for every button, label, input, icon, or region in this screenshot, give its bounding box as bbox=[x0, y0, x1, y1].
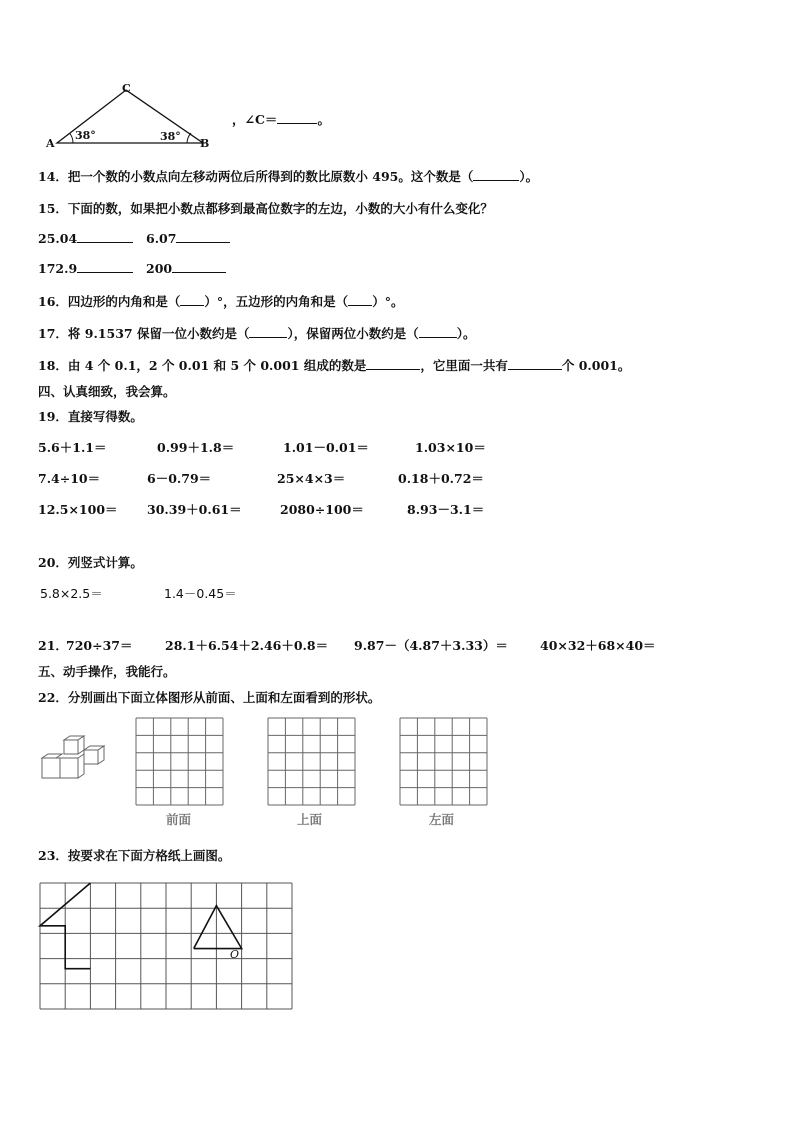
section-4-heading: 四、认真细致，我会算。 bbox=[38, 384, 176, 399]
q14-blank[interactable] bbox=[473, 170, 519, 181]
q19-expr: 8.93－3.1＝ bbox=[407, 502, 485, 517]
q17-blank-2[interactable] bbox=[419, 327, 457, 338]
q19-expr: 0.18＋0.72＝ bbox=[398, 471, 484, 486]
q15-number: 15． bbox=[38, 201, 68, 216]
q19-expr: 12.5×100＝ bbox=[38, 502, 118, 517]
q21-expr: 720÷37＝ bbox=[66, 638, 133, 653]
q21-expr: 9.87－（4.87＋3.33）＝ bbox=[354, 638, 508, 653]
grid-left-view[interactable] bbox=[400, 718, 488, 806]
angle-b-label: 38° bbox=[160, 130, 181, 143]
q15-text: 下面的数，如果把小数点都移到最高位数字的左边，小数的大小有什么变化？ bbox=[67, 201, 493, 216]
triangle-shape bbox=[194, 906, 242, 949]
q19-expr: 7.4÷10＝ bbox=[38, 471, 101, 486]
q15-item-2: 6.07 bbox=[146, 231, 230, 246]
q15-item-3: 172.9 bbox=[38, 261, 133, 276]
caption-top: 上面 bbox=[297, 812, 323, 827]
q18-blank-1[interactable] bbox=[366, 359, 420, 370]
q15-blank-1[interactable] bbox=[77, 232, 133, 243]
q19-expr: 0.99＋1.8＝ bbox=[157, 440, 235, 455]
question-17: 17．将 9.1537 保留一位小数约是（ ），保留两位小数约是（ ）。 bbox=[38, 326, 476, 341]
question-15 bbox=[38, 199, 493, 217]
q13-answer-line bbox=[232, 110, 330, 128]
question-22: 22．分别画出下面立体图形从前面、上面和左面看到的形状。 bbox=[38, 690, 381, 705]
vertex-a-label: A bbox=[46, 137, 55, 150]
point-o-label: O bbox=[230, 948, 240, 961]
q19-expr: 25×4×3＝ bbox=[277, 471, 346, 486]
q19-expr: 1.01－0.01＝ bbox=[283, 440, 369, 455]
q19-expr: 6－0.79＝ bbox=[147, 471, 212, 486]
q13-blank[interactable] bbox=[277, 113, 317, 124]
q13-prefix: ，∠C＝ bbox=[232, 112, 278, 127]
question-20: 20．列竖式计算。 bbox=[38, 555, 143, 570]
q15-blank-3[interactable] bbox=[77, 262, 133, 273]
question-14 bbox=[38, 167, 538, 185]
q17-blank-1[interactable] bbox=[249, 327, 287, 338]
q14-tail: ）。 bbox=[519, 169, 539, 184]
grid-paper[interactable] bbox=[40, 883, 293, 1015]
q19-expr: 5.6＋1.1＝ bbox=[38, 440, 107, 455]
caption-front: 前面 bbox=[166, 812, 192, 827]
q18-blank-2[interactable] bbox=[508, 359, 562, 370]
q15-blank-2[interactable] bbox=[176, 232, 230, 243]
angle-a-label: 38° bbox=[75, 129, 96, 142]
grid-front-view[interactable] bbox=[136, 718, 224, 806]
q16-blank-1[interactable] bbox=[180, 295, 204, 306]
q20-expr: 5.8×2.5＝ bbox=[40, 586, 103, 601]
q19-expr: 2080÷100＝ bbox=[280, 502, 364, 517]
section-5-heading: 五、动手操作，我能行。 bbox=[38, 664, 176, 679]
question-16: 16．四边形的内角和是（ ）°，五边形的内角和是（ ）°。 bbox=[38, 294, 404, 309]
vertex-b-label: B bbox=[200, 137, 210, 150]
q19-expr: 30.39＋0.61＝ bbox=[147, 502, 242, 517]
q15-item-4: 200 bbox=[146, 261, 226, 276]
question-19: 19．直接写得数。 bbox=[38, 409, 143, 424]
q16-blank-2[interactable] bbox=[348, 295, 372, 306]
caption-left: 左面 bbox=[429, 812, 455, 827]
question-18: 18．由 4 个 0.1，2 个 0.01 和 5 个 0.001 组成的数是 ，它里面一共有 个 0.001。 bbox=[38, 358, 631, 373]
q14-text: 把一个数的小数点向左移动两位后所得到的数比原数小 495。这个数是（ bbox=[67, 169, 474, 184]
q21-number: 21． bbox=[38, 638, 68, 653]
q21-expr: 28.1＋6.54＋2.46＋0.8＝ bbox=[165, 638, 329, 653]
q19-expr: 1.03×10＝ bbox=[415, 440, 486, 455]
grid-top-view[interactable] bbox=[268, 718, 356, 806]
q21-expr: 40×32＋68×40＝ bbox=[540, 638, 656, 653]
question-23: 23．按要求在下面方格纸上画图。 bbox=[38, 848, 231, 863]
vertex-c-label: C bbox=[122, 82, 131, 95]
q14-number: 14． bbox=[38, 169, 68, 184]
cube-figure bbox=[40, 736, 110, 786]
q15-item-1: 25.04 bbox=[38, 231, 133, 246]
q15-blank-4[interactable] bbox=[172, 262, 226, 273]
q13-suffix: 。 bbox=[317, 112, 330, 127]
q20-expr: 1.4－0.45＝ bbox=[164, 586, 237, 601]
